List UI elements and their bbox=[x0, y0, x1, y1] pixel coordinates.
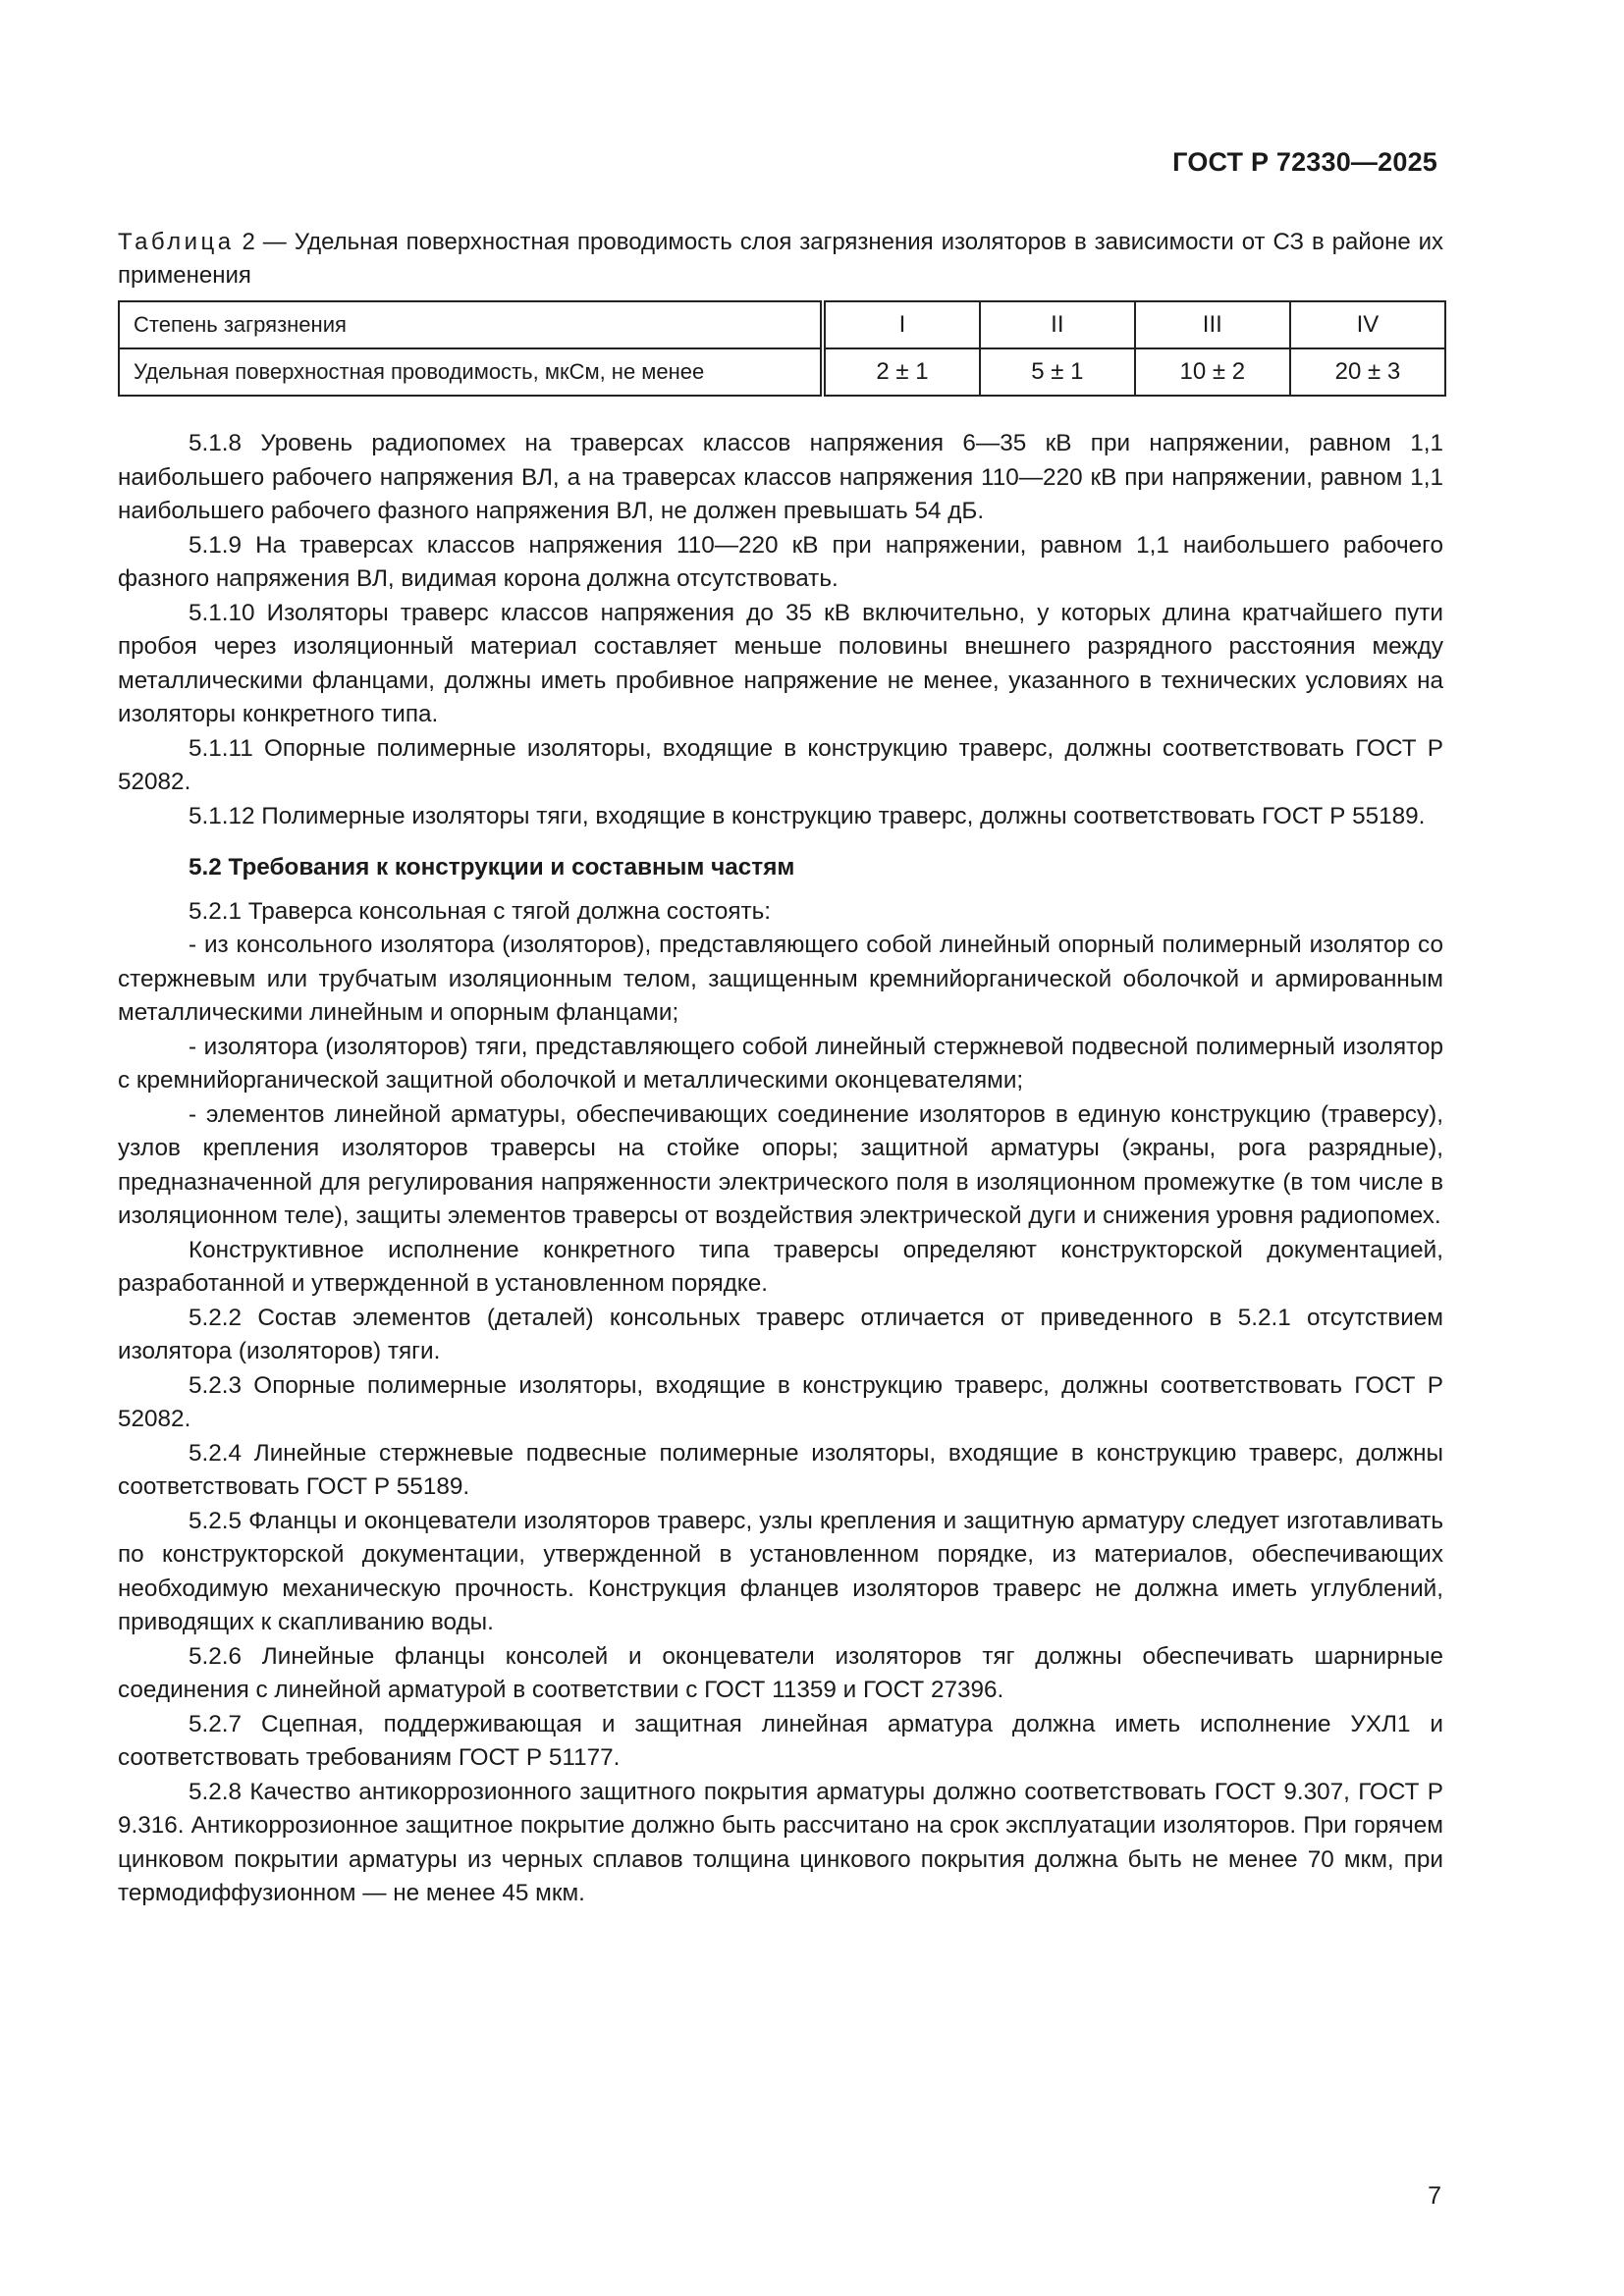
paragraph: 5.2.5 Фланцы и оконцеватели изоляторов траверс, узлы крепления и защитную арматуру следует изготавливать по конструкторской документации, утвержденной в установленном порядке, из материалов, обеспечивающих необходимую механическую прочность. Конструкция фланцев изоляторов траверс не должна иметь углублений, приводящих к скапливанию воды. bbox=[118, 1507, 1443, 1635]
table-cell: 10 ± 2 bbox=[1135, 348, 1290, 396]
paragraph: 5.1.11 Опорные полимерные изоляторы, входящие в конструкцию траверс, должны соответствовать ГОСТ Р 52082. bbox=[118, 734, 1443, 795]
paragraph: 5.2.8 Качество антикоррозионного защитного покрытия арматуры должно соответствовать ГОСТ 9.307, ГОСТ Р 9.316. Антикоррозионное защитное покрытие должно быть рассчитано на срок эксплуатации изоляторов. При горячем цинковом покрытии арматуры из черных сплавов толщина цинкового покрытия должна быть не менее 70 мкм, при термодиффузионном — не менее 45 мкм. bbox=[118, 1778, 1443, 1906]
table-cell: III bbox=[1135, 301, 1290, 348]
table-row-label: Удельная поверхностная проводимость, мкСм, не менее bbox=[119, 348, 823, 396]
table-cell: 5 ± 1 bbox=[980, 348, 1135, 396]
paragraph: 5.2.2 Состав элементов (деталей) консольных траверс отличается от приведенного в 5.2.1 отсутствием изолятора (изоляторов) тяги. bbox=[118, 1304, 1443, 1364]
paragraph: 5.2.3 Опорные полимерные изоляторы, входящие в конструкцию траверс, должны соответствовать ГОСТ Р 52082. bbox=[118, 1371, 1443, 1432]
paragraph: 5.2.1 Траверса консольная с тягой должна состоять: bbox=[189, 897, 772, 925]
page-number: 7 bbox=[1428, 2182, 1441, 2210]
paragraph: 5.1.8 Уровень радиопомех на траверсах классов напряжения 6—35 кВ при напряжении, равном 1,1 наибольшего рабочего напряжения ВЛ, а на траверсах классов напряжения 110—220 кВ при напряжении, равном 1,1 наибольшего рабочего фазного напряжения ВЛ, не должен превышать 54 дБ. bbox=[118, 430, 1443, 524]
paragraph: Конструктивное исполнение конкретного типа траверсы определяют конструкторской документацией, разработанной и утвержденной в установленном порядке. bbox=[118, 1236, 1443, 1297]
paragraph: 5.2.4 Линейные стержневые подвесные полимерные изоляторы, входящие в конструкцию траверс, должны соответствовать ГОСТ Р 55189. bbox=[118, 1439, 1443, 1500]
table-cell: 20 ± 3 bbox=[1290, 348, 1445, 396]
table-cell: 2 ± 1 bbox=[823, 348, 980, 396]
section-heading: 5.2 Требования к конструкции и составным частям bbox=[189, 854, 795, 881]
table-cell: IV bbox=[1290, 301, 1445, 348]
paragraph: 5.2.6 Линейные фланцы консолей и оконцеватели изоляторов тяг должны обеспечивать шарнирные соединения с линейной арматурой в соответствии с ГОСТ 11359 и ГОСТ 27396. bbox=[118, 1642, 1443, 1703]
table-caption-text: 2 — Удельная поверхностная проводимость слоя загрязнения изоляторов в зависимости от СЗ в районе их применения bbox=[118, 229, 1443, 289]
table-caption-word: Таблица bbox=[118, 229, 235, 255]
body-text bbox=[118, 427, 1443, 1911]
conductivity-table bbox=[118, 300, 1446, 397]
table-row-label: Степень загрязнения bbox=[119, 301, 823, 348]
paragraph: - изолятора (изоляторов) тяги, представляющего собой линейный стержневой подвесной полимерный изолятор с кремнийорганической защитной оболочкой и металлическими оконцевателями; bbox=[118, 1033, 1443, 1094]
document-code: ГОСТ Р 72330—2025 bbox=[1172, 147, 1437, 177]
paragraph: 5.1.10 Изоляторы траверс классов напряжения до 35 кВ включительно, у которых длина кратчайшего пути пробоя через изоляционный материал составляет меньше половины внешнего разрядного расстояния между металлическими фланцами, должны иметь пробивное напряжение не менее, указанного в технических условиях на изоляторы конкретного типа. bbox=[118, 599, 1443, 727]
paragraph: 5.1.9 На траверсах классов напряжения 110—220 кВ при напряжении, равном 1,1 наибольшего рабочего фазного напряжения ВЛ, видимая корона должна отсутствовать. bbox=[118, 531, 1443, 592]
paragraph: - из консольного изолятора (изоляторов), представляющего собой линейный опорный полимерный изолятор со стержневым или трубчатым изоляционным телом, защищенным кремнийорганической оболочкой и армированным металлическими линейным и опорным фланцами; bbox=[118, 932, 1443, 1026]
table-row bbox=[119, 348, 1445, 396]
table-cell: I bbox=[823, 301, 980, 348]
paragraph: - элементов линейной арматуры, обеспечивающих соединение изоляторов в единую конструкцию (траверсу), узлов крепления изоляторов траверсы на стойке опоры; защитной арматуры (экраны, рога разрядные), предназначенной для регулирования напряженности электрического поля в изоляционном промежутке (в том числе в изоляционном теле), защиты элементов траверсы от воздействия электрической дуги и снижения уровня радиопомех. bbox=[118, 1100, 1443, 1229]
table-cell: II bbox=[980, 301, 1135, 348]
paragraph: 5.1.12 Полимерные изоляторы тяги, входящие в конструкцию траверс, должны соответствовать ГОСТ Р 55189. bbox=[189, 802, 1426, 829]
table-row bbox=[119, 301, 1445, 348]
table-caption bbox=[118, 226, 1443, 293]
paragraph: 5.2.7 Сцепная, поддерживающая и защитная линейная арматура должна иметь исполнение УХЛ1 и соответствовать требованиям ГОСТ Р 51177. bbox=[118, 1710, 1443, 1771]
